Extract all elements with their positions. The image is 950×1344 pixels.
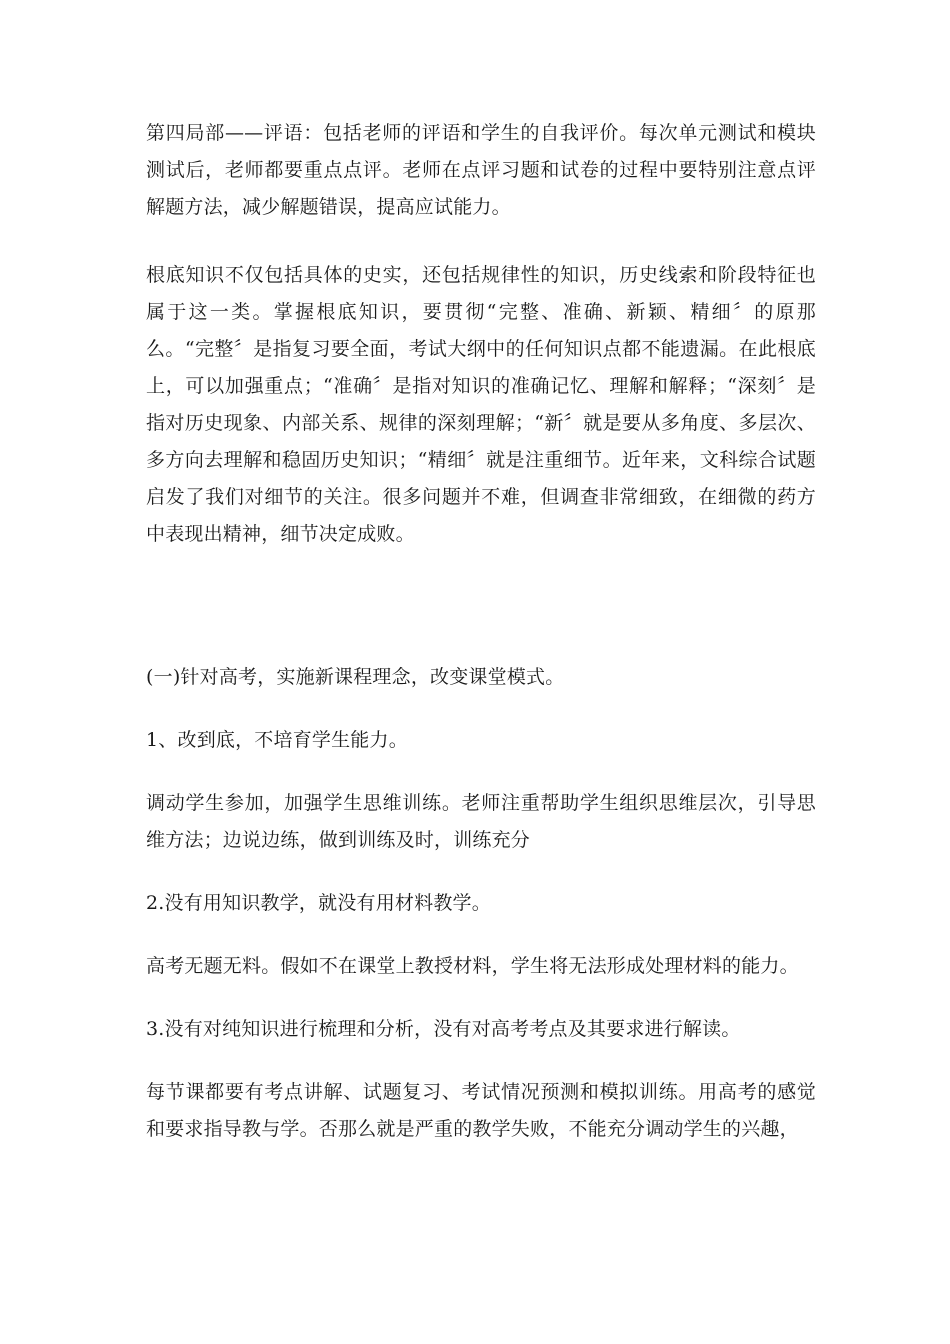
list-item-2-heading: 2.没有用知识教学，就没有用材料教学。 xyxy=(146,892,491,914)
list-item-1-body: 调动学生参加，加强学生思维训练。老师注重帮助学生组织思维层次，引导思维方法；边说边练，做到训练及时，训练充分 xyxy=(146,792,816,851)
list-item-3-heading: 3.没有对纯知识进行梳理和分析，没有对高考考点及其要求进行解读。 xyxy=(146,1018,741,1040)
paragraph-basic-knowledge: 根底知识不仅包括具体的史实，还包括规律性的知识，历史线索和阶段特征也属于这一类。掌握根底知识，要贯彻“完整、准确、新颖、精细〞的原那么。“完整〞是指复习要全面，考试大纲中的任何知识点都不能遗漏。在此根底上，可以加强重点；“准确〞是指对知识的准确记忆、理解和解释；“深刻〞是指对历史现象、内部关系、规律的深刻理解；“新〞就是要从多角度、多层次、多方向去理解和稳固历史知识；“精细〞就是注重细节。近年来，文科综合试题启发了我们对细节的关注。很多问题并不难，但调查非常细致，在细微的药方中表现出精神，细节决定成败。 xyxy=(146,264,816,545)
document-body xyxy=(146,115,816,1148)
list-item-2-body: 高考无题无料。假如不在课堂上教授材料，学生将无法形成处理材料的能力。 xyxy=(146,955,799,977)
paragraph-evaluation: 第四局部——评语：包括老师的评语和学生的自我评价。每次单元测试和模块测试后，老师都要重点点评。老师在点评习题和试卷的过程中要特别注意点评解题方法，减少解题错误，提高应试能力。 xyxy=(146,122,816,218)
section-heading-1: (一)针对高考，实施新课程理念，改变课堂模式。 xyxy=(146,666,565,688)
list-item-3-body: 每节课都要有考点讲解、试题复习、考试情况预测和模拟训练。用高考的感觉和要求指导教与学。否那么就是严重的教学失败，不能充分调动学生的兴趣， xyxy=(146,1081,816,1140)
list-item-1-heading: 1、改到底，不培育学生能力。 xyxy=(146,729,408,751)
